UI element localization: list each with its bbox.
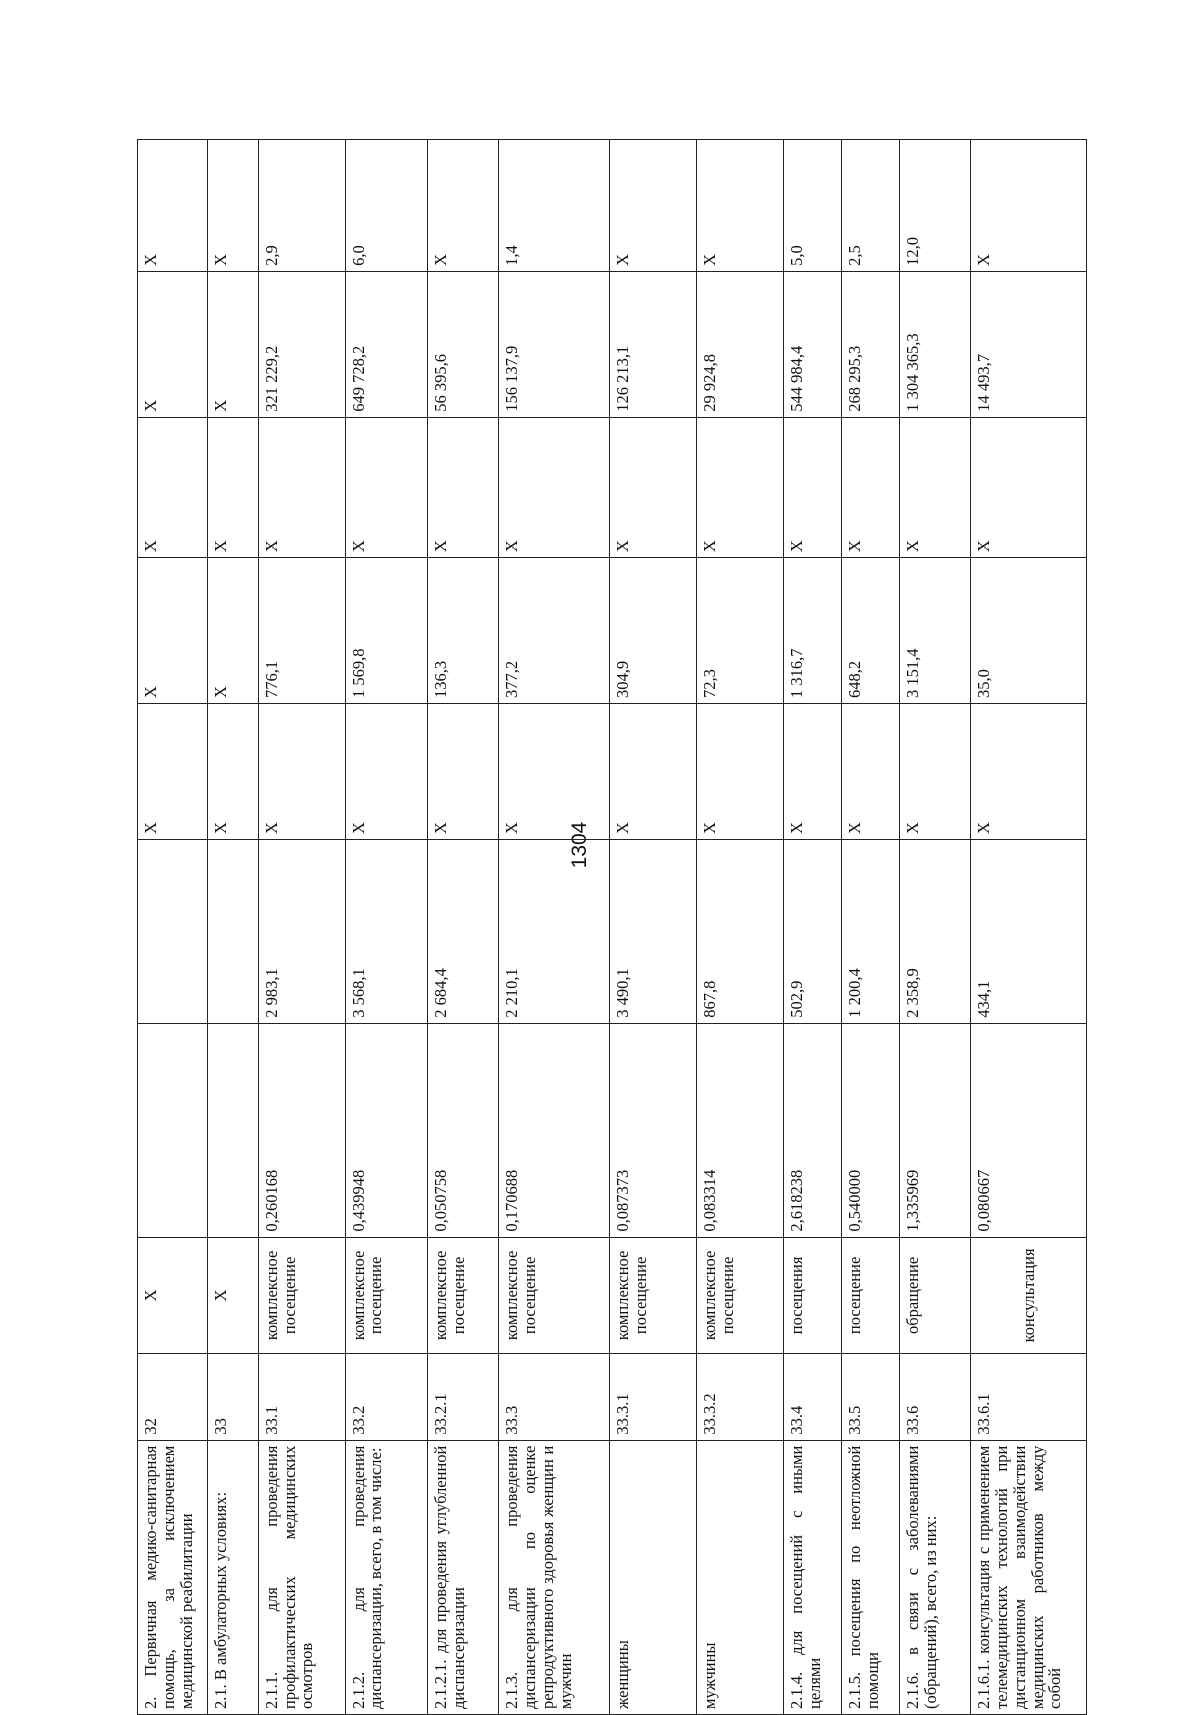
row-sum-oms: 29 924,8	[697, 271, 784, 417]
row-name: 2. Первичная медико-санитарная помощь, за исключением медицинской реабилитации	[138, 1440, 208, 1714]
row-per-capita-oms: 3 151,4	[899, 558, 970, 704]
row-sum-budget: X	[784, 417, 842, 557]
row-number: 33.3	[499, 1354, 610, 1440]
row-sum-budget: X	[138, 417, 208, 557]
row-name: 2.1.1. для проведения профилактических медицинских осмотров	[258, 1440, 345, 1714]
row-percent: X	[971, 140, 1087, 272]
row-per-capita-budget: X	[784, 703, 842, 839]
row-sum-oms: 126 213,1	[610, 271, 697, 417]
row-cost: 2 684,4	[427, 840, 498, 1024]
row-norm: 0,260168	[258, 1023, 345, 1237]
row-sum-budget: X	[697, 417, 784, 557]
row-cost: 434,1	[971, 840, 1087, 1024]
row-unit: комплексное посещение	[499, 1237, 610, 1354]
row-cost: 2 983,1	[258, 840, 345, 1024]
row-number: 33.2.1	[427, 1354, 498, 1440]
row-unit: комплексное посещение	[697, 1237, 784, 1354]
row-norm: 0,087373	[610, 1023, 697, 1237]
row-per-capita-budget: X	[499, 703, 610, 839]
row-norm: 0,080667	[971, 1023, 1087, 1237]
row-sum-budget: X	[899, 417, 970, 557]
row-unit: комплексное посещение	[427, 1237, 498, 1354]
row-cost: 1 200,4	[841, 840, 899, 1024]
table-row	[899, 140, 970, 1715]
row-cost	[207, 840, 258, 1024]
row-percent: 2,9	[258, 140, 345, 272]
row-percent: 1,4	[499, 140, 610, 272]
row-unit: посещения	[784, 1237, 842, 1354]
row-unit: комплексное посещение	[345, 1237, 427, 1354]
row-number: 33.6	[899, 1354, 970, 1440]
row-norm: 0,439948	[345, 1023, 427, 1237]
row-percent: 5,0	[784, 140, 842, 272]
row-sum-budget: X	[610, 417, 697, 557]
row-name: 2.1.2. для проведения диспансеризации, всего, в том числе:	[345, 1440, 427, 1714]
row-sum-oms: 14 493,7	[971, 271, 1087, 417]
row-unit: обращение	[899, 1237, 970, 1354]
row-percent: X	[610, 140, 697, 272]
row-sum-budget: X	[207, 417, 258, 557]
row-sum-oms: 544 984,4	[784, 271, 842, 417]
row-number: 33	[207, 1354, 258, 1440]
row-per-capita-oms: X	[138, 558, 208, 704]
row-sum-budget: X	[971, 417, 1087, 557]
table-body	[138, 140, 1087, 1715]
row-norm: 0,540000	[841, 1023, 899, 1237]
row-number: 33.2	[345, 1354, 427, 1440]
row-number: 32	[138, 1354, 208, 1440]
table-row	[427, 140, 498, 1715]
row-per-capita-budget: X	[138, 703, 208, 839]
row-per-capita-budget: X	[427, 703, 498, 839]
row-unit: X	[138, 1237, 208, 1354]
row-cost: 2 210,1	[499, 840, 610, 1024]
row-name: 2.1.5. посещения по неотложной помощи	[841, 1440, 899, 1714]
table-row	[841, 140, 899, 1715]
row-sum-oms: 268 295,3	[841, 271, 899, 417]
row-number: 33.6.1	[971, 1354, 1087, 1440]
row-name: 2.1. В амбулаторных условиях:	[207, 1440, 258, 1714]
row-sum-budget: X	[427, 417, 498, 557]
row-sum-budget: X	[841, 417, 899, 557]
row-sum-oms: X	[207, 271, 258, 417]
row-cost: 502,9	[784, 840, 842, 1024]
row-unit: X	[207, 1237, 258, 1354]
row-per-capita-oms: 377,2	[499, 558, 610, 704]
row-name: 2.1.6. в связи с заболеваниями (обращений), всего, из них:	[899, 1440, 970, 1714]
row-name: мужчины	[697, 1440, 784, 1714]
row-sum-budget: X	[499, 417, 610, 557]
table-row	[138, 140, 208, 1715]
row-per-capita-budget: X	[971, 703, 1087, 839]
row-per-capita-oms: X	[207, 558, 258, 704]
table-row	[258, 140, 345, 1715]
row-norm	[138, 1023, 208, 1237]
row-name: 2.1.2.1. для проведения углубленной диспансеризации	[427, 1440, 498, 1714]
row-name: женщины	[610, 1440, 697, 1714]
row-per-capita-oms: 1 569,8	[345, 558, 427, 704]
row-sum-oms: 649 728,2	[345, 271, 427, 417]
row-per-capita-budget: X	[345, 703, 427, 839]
row-norm: 0,050758	[427, 1023, 498, 1237]
row-percent: 2,5	[841, 140, 899, 272]
row-name: 2.1.4. для посещений с иными целями	[784, 1440, 842, 1714]
page-number: 1304	[568, 821, 591, 869]
table-row	[697, 140, 784, 1715]
row-per-capita-oms: 35,0	[971, 558, 1087, 704]
row-cost	[138, 840, 208, 1024]
row-percent: 6,0	[345, 140, 427, 272]
row-per-capita-oms: 776,1	[258, 558, 345, 704]
row-unit: посещение	[841, 1237, 899, 1354]
row-sum-budget: X	[345, 417, 427, 557]
row-percent: X	[138, 140, 208, 272]
row-number: 33.1	[258, 1354, 345, 1440]
row-norm: 1,335969	[899, 1023, 970, 1237]
row-percent: X	[207, 140, 258, 272]
row-number: 33.3.2	[697, 1354, 784, 1440]
table-row	[345, 140, 427, 1715]
row-per-capita-oms: 72,3	[697, 558, 784, 704]
rotated-table-wrapper	[137, 139, 1087, 1715]
row-per-capita-budget: X	[841, 703, 899, 839]
row-cost: 3 568,1	[345, 840, 427, 1024]
row-sum-oms: 56 395,6	[427, 271, 498, 417]
table-row	[784, 140, 842, 1715]
row-unit: консультация	[971, 1237, 1087, 1354]
row-per-capita-budget: X	[258, 703, 345, 839]
row-percent: 12,0	[899, 140, 970, 272]
row-sum-oms: 156 137,9	[499, 271, 610, 417]
row-norm: 2,618238	[784, 1023, 842, 1237]
row-per-capita-budget: X	[697, 703, 784, 839]
row-sum-oms: X	[138, 271, 208, 417]
row-name: 2.1.6.1. консультация с применением телемедицинских технологий при дистанционном взаимодействии медицинских работников между собой	[971, 1440, 1087, 1714]
row-per-capita-oms: 648,2	[841, 558, 899, 704]
row-per-capita-oms: 136,3	[427, 558, 498, 704]
row-norm	[207, 1023, 258, 1237]
row-percent: X	[697, 140, 784, 272]
row-per-capita-oms: 1 316,7	[784, 558, 842, 704]
row-per-capita-budget: X	[899, 703, 970, 839]
row-percent: X	[427, 140, 498, 272]
row-per-capita-oms: 304,9	[610, 558, 697, 704]
table-row	[610, 140, 697, 1715]
table-row	[971, 140, 1087, 1715]
row-number: 33.3.1	[610, 1354, 697, 1440]
row-unit: комплексное посещение	[610, 1237, 697, 1354]
row-cost: 2 358,9	[899, 840, 970, 1024]
row-unit: комплексное посещение	[258, 1237, 345, 1354]
row-cost: 3 490,1	[610, 840, 697, 1024]
row-norm: 0,170688	[499, 1023, 610, 1237]
financing-table	[137, 139, 1087, 1715]
row-number: 33.4	[784, 1354, 842, 1440]
row-sum-oms: 321 229,2	[258, 271, 345, 417]
row-number: 33.5	[841, 1354, 899, 1440]
row-norm: 0,083314	[697, 1023, 784, 1237]
row-per-capita-budget: X	[610, 703, 697, 839]
row-sum-budget: X	[258, 417, 345, 557]
row-sum-oms: 1 304 365,3	[899, 271, 970, 417]
table-row	[207, 140, 258, 1715]
row-name: 2.1.3. для проведения диспансеризации по оценке репродуктивного здоровья женщин и мужчин	[499, 1440, 610, 1714]
row-cost: 867,8	[697, 840, 784, 1024]
row-per-capita-budget: X	[207, 703, 258, 839]
table-row	[499, 140, 610, 1715]
